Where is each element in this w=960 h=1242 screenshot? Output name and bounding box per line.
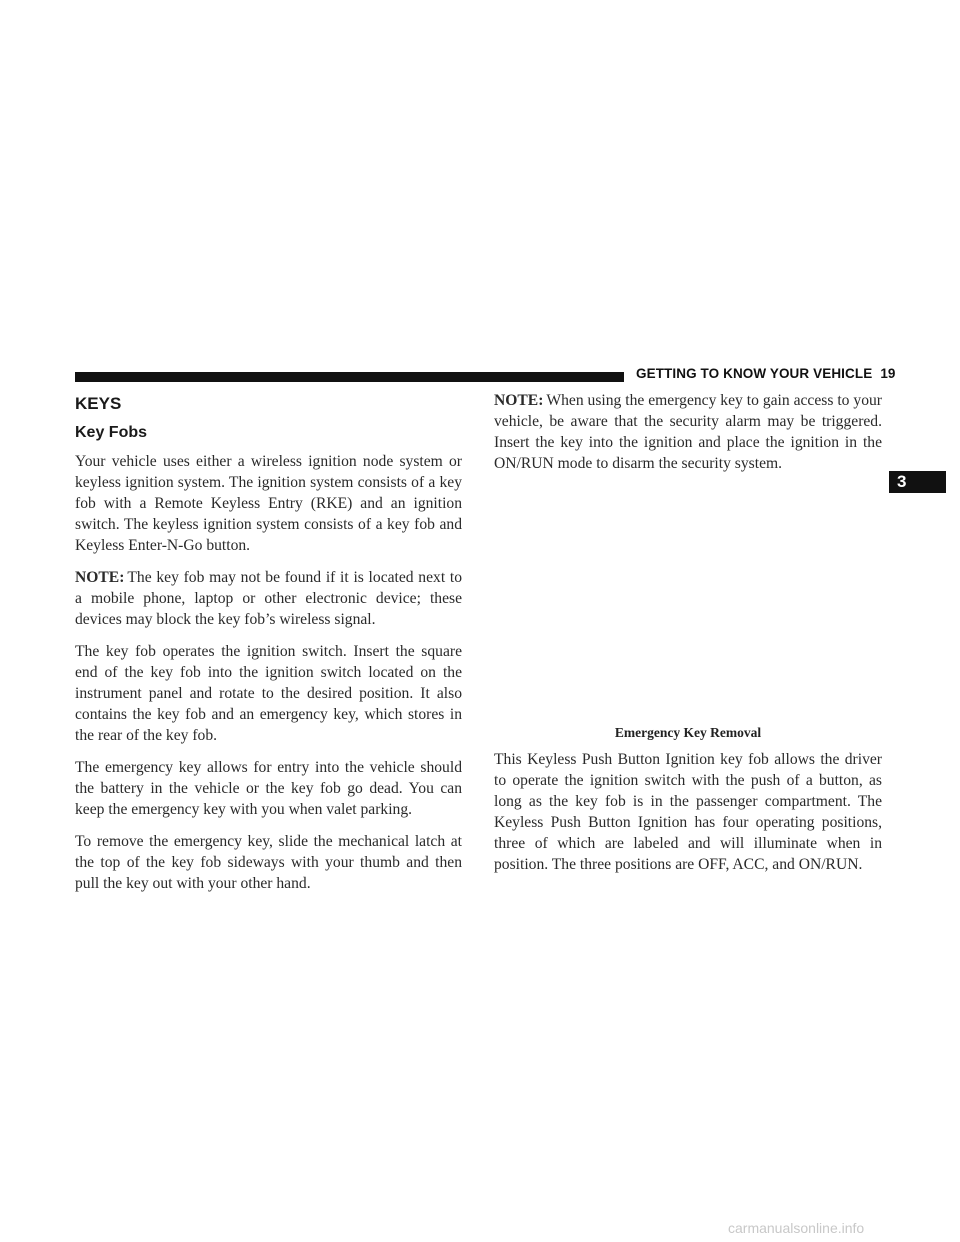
paragraph: To remove the emergency key, slide the mechanical latch at the top of the key fob sideways with your thumb and then pull the key out with your other hand. bbox=[75, 833, 462, 892]
figure-caption: Emergency Key Removal bbox=[614, 725, 762, 740]
chapter-number: 3 bbox=[897, 472, 907, 491]
footer-watermark: carmanualsonline.info bbox=[728, 1220, 865, 1236]
figure-placeholder bbox=[494, 485, 882, 725]
note-paragraph bbox=[75, 567, 462, 630]
section-title: GETTING TO KNOW YOUR VEHICLE bbox=[636, 366, 873, 381]
paragraph: The key fob operates the ignition switch. Insert the square end of the key fob into the ignition switch located on the instrument panel and rotate to the desired position. It also contains the key fob and an emergency key, which stores in the rear of the key fob. bbox=[75, 643, 462, 744]
note-text: When using the emergency key to gain access to your vehicle, be aware that the security alarm may be triggered. Insert the key into the ignition and place the ignition in the ON/RUN mode to disarm the security system. bbox=[494, 392, 882, 472]
paragraph: The emergency key allows for entry into the vehicle should the battery in the vehicle or the key fob go dead. You can keep the emergency key with you when valet parking. bbox=[75, 759, 462, 818]
note-label: NOTE: bbox=[75, 569, 125, 586]
paragraph: This Keyless Push Button Ignition key fob allows the driver to operate the ignition switch with the push of a button, as long as the key fob is in the passenger compartment. The Keyless Push Button Ignition has four operating positions, three of which are labeled and will illuminate when in position. The three positions are OFF, ACC, and ON/RUN. bbox=[494, 751, 882, 873]
section-heading: KEYS bbox=[75, 394, 122, 413]
right-column bbox=[494, 390, 882, 886]
left-column bbox=[75, 390, 462, 905]
note-paragraph bbox=[494, 390, 882, 474]
note-label: NOTE: bbox=[494, 392, 544, 409]
running-header bbox=[636, 366, 896, 381]
subsection-heading: Key Fobs bbox=[75, 424, 148, 441]
header-bar bbox=[75, 372, 624, 382]
paragraph: Your vehicle uses either a wireless ignition node system or keyless ignition system. The ignition system consists of a key fob with a Remote Keyless Entry (RKE) and an ignition switch. The keyless ignition system consists of a key fob and Keyless Enter-N-Go button. bbox=[75, 453, 462, 554]
chapter-tab bbox=[889, 471, 946, 493]
page-number: 19 bbox=[880, 366, 896, 381]
note-text: The key fob may not be found if it is located next to a mobile phone, laptop or other electronic device; these devices may block the key fob’s wireless signal. bbox=[75, 569, 462, 628]
